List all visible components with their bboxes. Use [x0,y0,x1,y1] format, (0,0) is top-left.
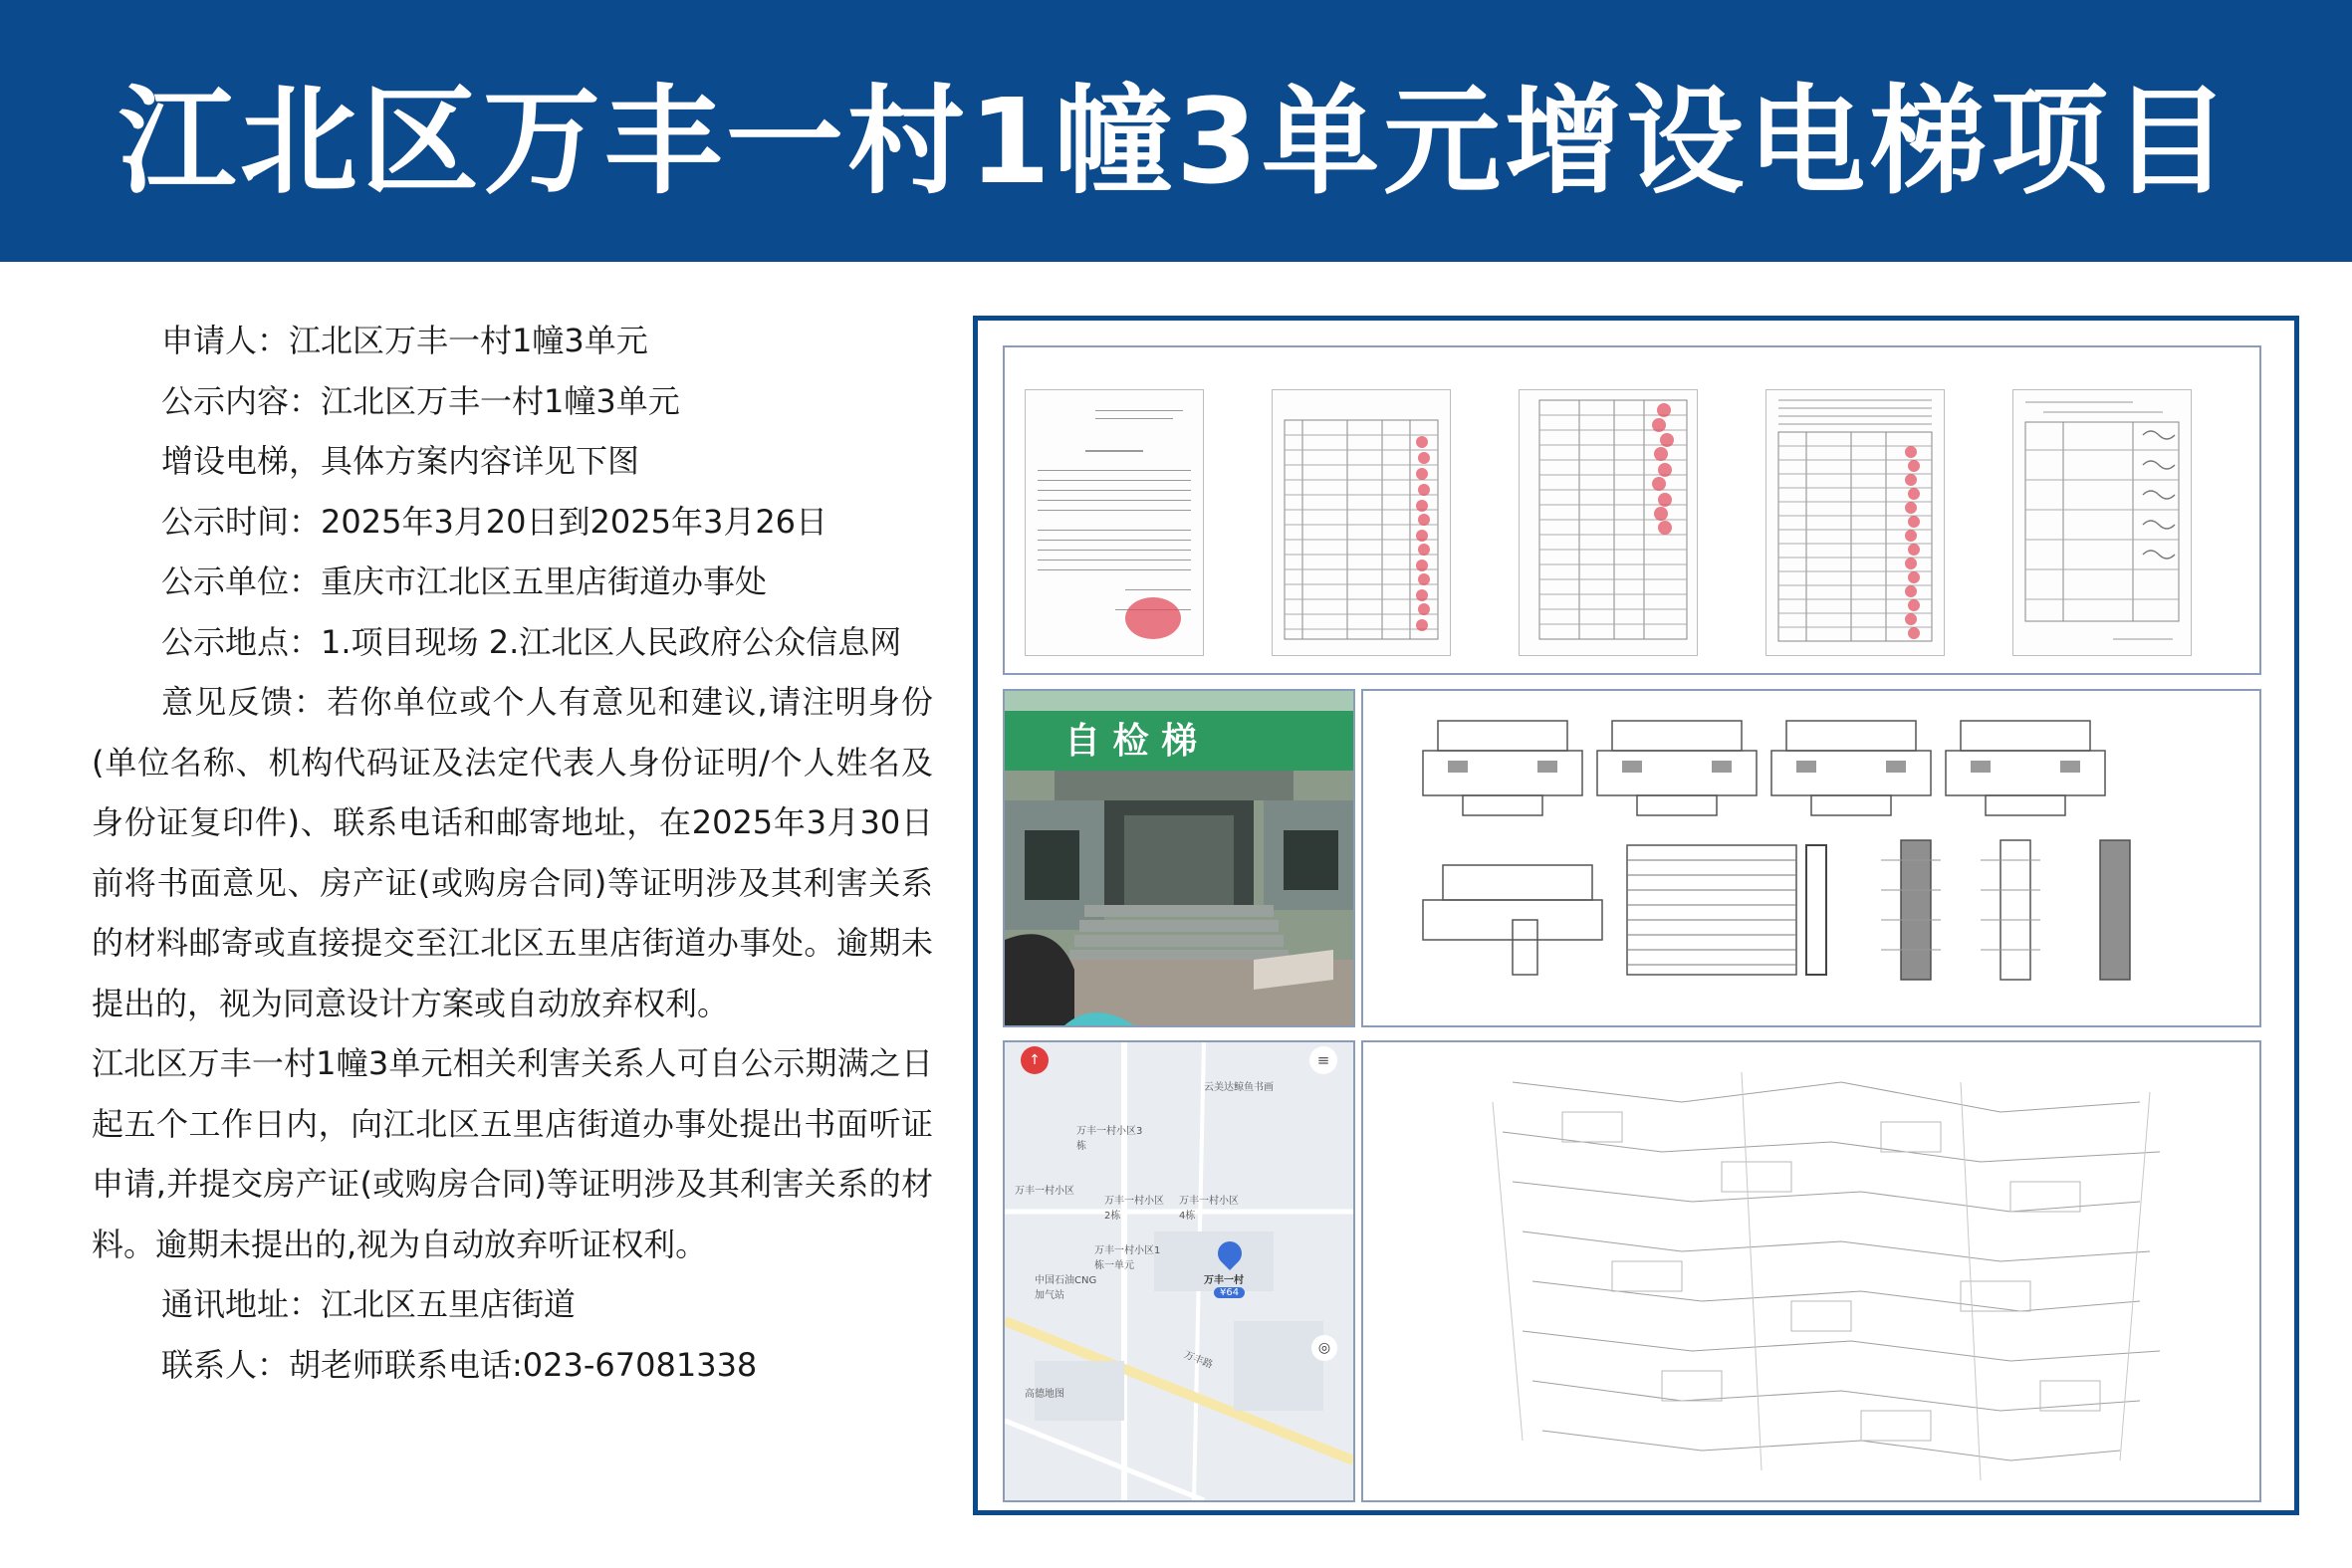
map-poi-label[interactable]: 万丰一村小区2栋 [1104,1196,1164,1222]
location-line: 公示地点：1.项目现场 2.江北区人民政府公众信息网 [161,622,902,661]
table-grid [1273,390,1450,655]
page-title: 江北区万丰一村1幢3单元增设电梯项目 [118,72,2234,210]
scanned-applicant-table [1272,389,1451,656]
elevation-drawings-frame [1361,689,2261,1027]
unit-line: 公示单位：重庆市江北区五里店街道办事处 [161,562,768,600]
scanned-signature-list [1519,389,1698,656]
content-line-1: 公示内容：江北区万丰一村1幢3单元 [161,381,680,420]
red-seal [1125,597,1181,639]
site-plan-frame [1361,1040,2261,1502]
approval-grid [2013,390,2191,655]
floor-plan-elevation-drawing [1363,691,2259,1025]
site-plan-drawing [1363,1042,2259,1500]
feedback-paragraph: 意见反馈：若你单位或个人有意见和建议,请注明身份(单位名称、机构代码证及法定代表人身份证明/个人姓名及身份证复印件)、联系电话和邮寄地址，在2025年3月30日前将书面意见、房产证(或购房合同)等证明涉及其利害关系的材料邮寄或直接提交至江北区五里店街道办事处。逾期未提出的，视为同意设计方案或自动放弃权利。 [92,683,933,1022]
photo-frame [1003,689,1355,1027]
map-poi-label[interactable]: 万丰一村小区4栋 [1179,1196,1239,1222]
location-map-frame [1003,1040,1355,1502]
map-poi-label[interactable]: 万丰一村小区 [1015,1186,1074,1197]
road-label: 万丰路 [1182,1349,1215,1372]
locate-icon[interactable]: ◎ [1311,1335,1337,1361]
notice-text [92,311,933,1395]
map-poi-label[interactable]: 万丰一村小区1栋一单元 [1094,1245,1161,1271]
map-poi-label[interactable]: 万丰一村小区3栋 [1076,1126,1143,1152]
hearing-paragraph: 江北区万丰一村1幢3单元相关利害关系人可自公示期满之日起五个工作日内，向江北区五里店街道办事处提出书面听证申请,并提交房产证(或购房合同)等证明涉及其利害关系的材料。逾期未提出的,视为自动放弃听证权利。 [92,1044,933,1263]
scanned-application-document [1025,389,1204,656]
documents-frame [1003,345,2261,675]
applicant-line: 申请人：江北区万丰一村1幢3单元 [161,322,648,359]
price-badge[interactable]: ¥64 [1214,1287,1245,1298]
header-banner [0,0,2352,262]
scanned-owner-list [1765,389,1945,656]
address-line: 通讯地址：江北区五里店街道 [161,1285,577,1323]
scanned-approval-form [2012,389,2192,656]
signature-grid [1520,390,1697,655]
period-line: 公示时间：2025年3月20日到2025年3月26日 [161,502,828,541]
owner-grid [1766,390,1944,655]
compass-icon[interactable]: ↑ [1021,1046,1049,1074]
map-poi-label[interactable]: 万丰一村 [1204,1275,1244,1286]
content-line-2: 增设电梯，具体方案内容详见下图 [161,442,640,480]
map-poi-label[interactable]: 云美达鲸鱼书画 [1204,1082,1274,1093]
building-entrance-photo [1005,691,1353,1025]
map-logo-label: 高德地图 [1025,1389,1064,1400]
map-poi-label[interactable]: 中国石油CNG加气站 [1035,1275,1097,1301]
attachments-panel [973,316,2299,1515]
shop-sign-text: 自 检 梯 [1064,721,1198,762]
layers-icon[interactable]: ≡ [1309,1046,1337,1074]
contact-line: 联系人：胡老师联系电话:023-67081338 [161,1345,758,1384]
